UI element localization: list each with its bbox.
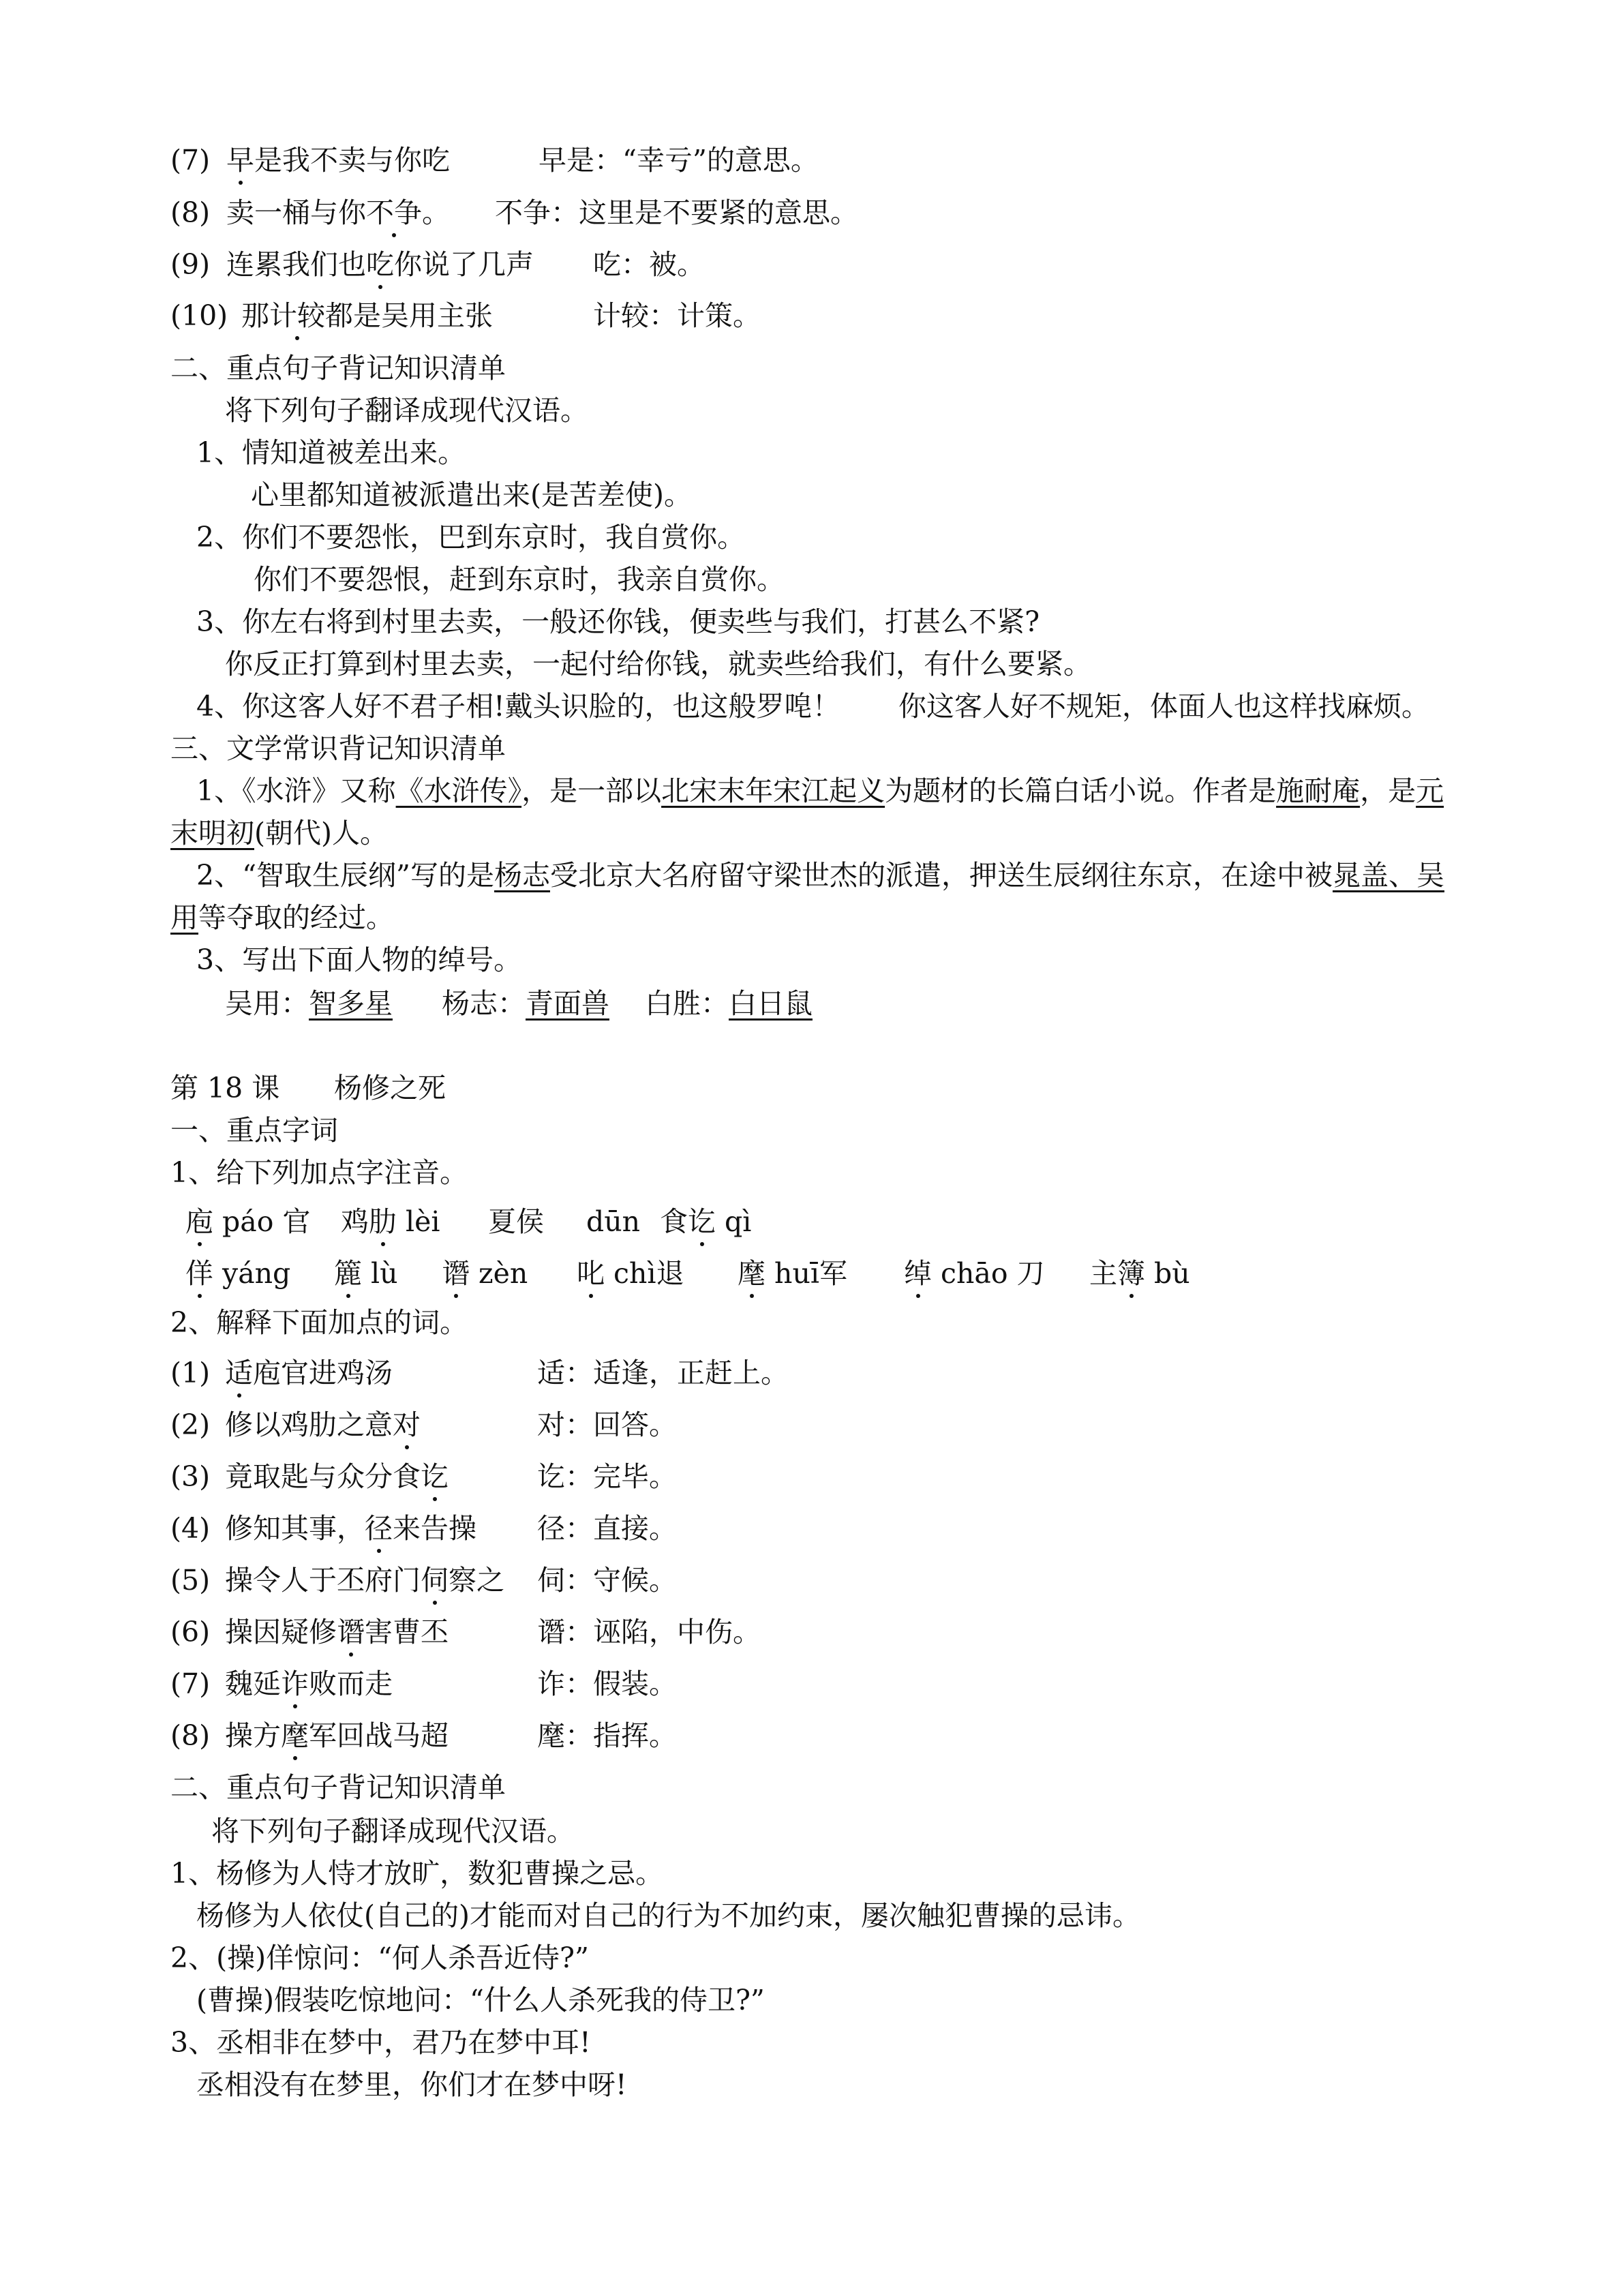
- dotted-char: 讫: [688, 1201, 716, 1242]
- sentence-answer: 你这客人好不规矩，体面人也这样找麻烦。: [898, 690, 1429, 723]
- dotted-char: 绰: [904, 1253, 932, 1294]
- underlined-answer: 施耐庵: [1276, 774, 1361, 807]
- dotted-char: 不争: [366, 192, 422, 233]
- underlined-answer: 白日鼠: [729, 987, 813, 1020]
- underlined-answer: 末明初: [170, 817, 254, 849]
- underlined-answer: 用: [170, 901, 198, 934]
- dotted-char: 庖: [185, 1201, 213, 1242]
- annotation-gloss: 诈：假装。: [537, 1667, 677, 1700]
- document-page: (7) 早是我不卖与你吃 早是：“幸亏”的意思。 (8) 卖一桶与你不争。 不争：这里是不要紧的意思。 (9) 连累我们也吃你说了几声 吃：被。 (10) 那计较都是吴用主张 计较：计策。 二、重点句子背记知识清单 将下列句子翻译成现代汉语。 1、情知道被差出来。 心里都知道被派遣出来(是苦差使)。 2、你们不要怨怅，巴到东京时，我自赏你。 你们不要怨恨，赶到东京时，我亲自赏你。 3、你左右将到村里去卖，一般还你钱，便卖些与我们，打甚么不紧? 你反正打算到村里去卖，一起付给你钱，就卖些给我们，有什么要紧。 4、你这客人好不君子相!戴头识脸的，也这般罗唣！ 你这客人好不规矩，体面人也这样找麻烦。 三、文学常识背记知识清单 1、《水浒》又称《水浒传》，是一部以北宋末年宋江起义为题材的长篇白话小说。作者是施耐庵，是元 末明初(朝代)人。 2、“智取生辰纲”写的是杨志受北京大名府留守梁世杰的派遣，押送生辰纲往东京，在途中被晁盖、吴 用等夺取的经过。 3、写出下面人物的绰号。 吴用：智多星 杨志：青面兽 白胜：白日鼠 第 18 课 杨修之死 一、重点字词 1、给下列加点字注音。 庖 páo 官 鸡肋 lèi 夏侯 dūn 食讫 qì 佯 yáng 簏 lù 谮 zèn 叱 chì退 麾 huī军 绰 chāo 刀 主簿 bù 2、解释下面加点的词。 (1) 适庖官进鸡汤 适：适逢，正赶上。 (2) 修以鸡肋之意对 对：回答。 (3) 竟取匙与众分食讫 讫：完毕。 (4) 修知其事，径来告操 径：直接。 (5) 操令人于丕府门伺察之 伺：守候。 (6) 操因疑修谮害曹丕 谮：诬陷，中伤。 (7) 魏延诈败而走 诈：假装。 (8) 操方麾军回战马超 麾：指挥。 二、重点句子背记知识清单 将下列句子翻译成现代汉语。 1、杨修为人恃才放旷，数犯曹操之忌。 杨修为人依仗(自己的)才能而对自己的行为不加约束，屡次触犯曹操的忌讳。 2、(操)佯惊问：“何人杀吾近侍?” (曹操)假装吃惊地问：“什么人杀死我的侍卫?” 3、丞相非在梦中，君乃在梦中耳! 丞相没有在梦里，你们才在梦中呀!: [0, 0, 1623, 2296]
- underlined-answer: 《水浒传》: [395, 774, 522, 807]
- annotation-gloss: 吃：被。: [593, 248, 705, 281]
- annotation-gloss: 适：适逢，正赶上。: [537, 1357, 789, 1389]
- underlined-answer: 晁盖、吴: [1333, 859, 1445, 892]
- annotation-gloss: 计较：计策。: [593, 299, 761, 332]
- dotted-char: 早: [226, 140, 254, 181]
- dotted-char: 谮: [442, 1253, 470, 1294]
- annotation-gloss: 讫：完毕。: [537, 1460, 677, 1493]
- dotted-char: 谮: [337, 1612, 365, 1652]
- dotted-char: 肋: [369, 1201, 397, 1242]
- underlined-answer: 杨志: [494, 859, 551, 892]
- dotted-char: 麾: [281, 1715, 309, 1756]
- underlined-answer: 北宋末年宋江起义: [661, 774, 885, 807]
- dotted-char: 簿: [1117, 1253, 1145, 1294]
- dotted-char: 计较: [269, 295, 325, 336]
- underlined-answer: 智多星: [309, 987, 393, 1020]
- annotation-gloss: 谮：诬陷，中伤。: [537, 1616, 761, 1648]
- dotted-char: 吃: [366, 244, 394, 285]
- dotted-char: 叱: [577, 1253, 605, 1294]
- annotation-gloss: 对：回答。: [537, 1408, 677, 1441]
- annotation-gloss: 早是：“幸亏”的意思。: [539, 144, 819, 177]
- dotted-char: 诈: [281, 1663, 309, 1704]
- dotted-char: 讫: [421, 1456, 449, 1497]
- dotted-char: 麾: [738, 1253, 765, 1294]
- dotted-char: 径: [365, 1508, 393, 1549]
- dotted-char: 适: [225, 1353, 253, 1393]
- annotation-gloss: 麾：指挥。: [537, 1719, 677, 1752]
- dotted-char: 佯: [185, 1253, 213, 1294]
- annotation-gloss: 径：直接。: [537, 1512, 677, 1545]
- dotted-char: 伺: [421, 1560, 449, 1601]
- dotted-char: 对: [393, 1404, 421, 1445]
- annotation-gloss: 不争：这里是不要紧的意思。: [495, 196, 858, 229]
- annotation-gloss: 伺：守候。: [537, 1564, 677, 1597]
- underlined-answer: 元: [1416, 774, 1444, 807]
- underlined-answer: 青面兽: [526, 987, 609, 1020]
- dotted-char: 簏: [334, 1253, 362, 1294]
